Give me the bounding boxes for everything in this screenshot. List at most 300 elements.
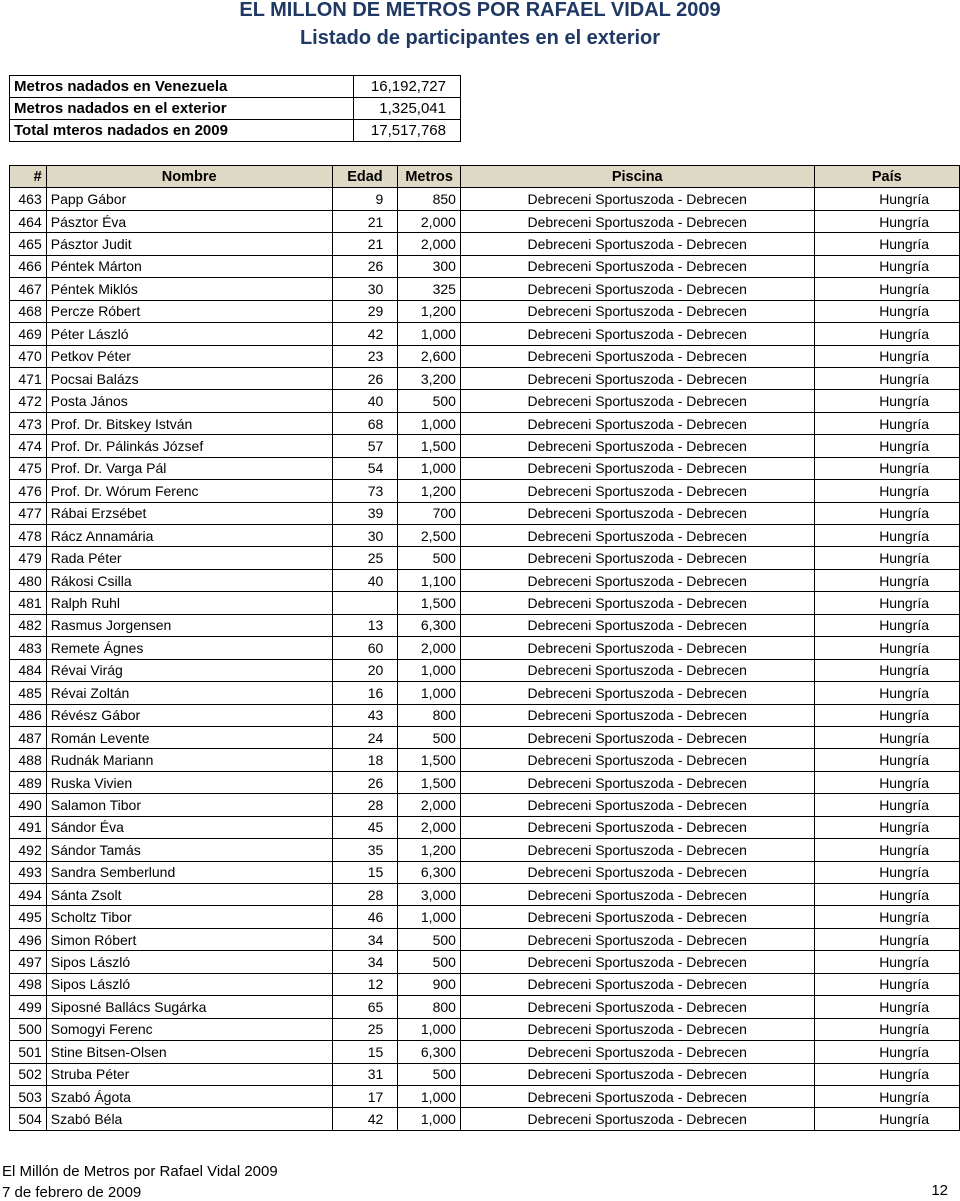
cell-age: 35 [332,839,398,861]
cell-country: Hungría [814,255,959,277]
table-row [10,973,960,995]
cell-number: 495 [10,906,47,928]
table-row [10,839,960,861]
table-row [10,682,960,704]
cell-number: 492 [10,839,47,861]
cell-name: Révész Gábor [46,704,332,726]
cell-country: Hungría [814,839,959,861]
cell-pool: Debreceni Sportuszoda - Debrecen [460,390,814,412]
cell-number: 502 [10,1063,47,1085]
cell-number: 503 [10,1085,47,1107]
summary-value: 1,325,041 [354,98,461,120]
col-header-pool: Piscina [460,166,814,188]
cell-name: Sánta Zsolt [46,884,332,906]
cell-pool: Debreceni Sportuszoda - Debrecen [460,345,814,367]
cell-meters: 1,000 [398,906,461,928]
table-row [10,861,960,883]
table-row [10,951,960,973]
cell-meters: 3,000 [398,884,461,906]
cell-number: 500 [10,1018,47,1040]
cell-name: Struba Péter [46,1063,332,1085]
cell-meters: 1,000 [398,323,461,345]
cell-meters: 1,000 [398,412,461,434]
table-row [10,1018,960,1040]
cell-country: Hungría [814,1063,959,1085]
table-row [10,884,960,906]
cell-meters: 500 [398,928,461,950]
cell-meters: 1,200 [398,480,461,502]
cell-name: Salamon Tibor [46,794,332,816]
summary-value: 16,192,727 [354,76,461,98]
cell-meters: 2,000 [398,637,461,659]
cell-meters: 1,500 [398,435,461,457]
cell-name: Prof. Dr. Bitskey István [46,412,332,434]
cell-number: 467 [10,278,47,300]
cell-age: 30 [332,278,398,300]
cell-meters: 900 [398,973,461,995]
cell-country: Hungría [814,906,959,928]
cell-pool: Debreceni Sportuszoda - Debrecen [460,188,814,210]
cell-age: 45 [332,816,398,838]
cell-pool: Debreceni Sportuszoda - Debrecen [460,1018,814,1040]
cell-country: Hungría [814,210,959,232]
cell-pool: Debreceni Sportuszoda - Debrecen [460,973,814,995]
cell-age: 23 [332,345,398,367]
summary-value: 17,517,768 [354,120,461,142]
cell-meters: 500 [398,726,461,748]
summary-row [10,120,461,142]
cell-name: Papp Gábor [46,188,332,210]
cell-number: 485 [10,682,47,704]
cell-age: 26 [332,367,398,389]
table-row [10,1041,960,1063]
cell-number: 471 [10,367,47,389]
cell-name: Rudnák Mariann [46,749,332,771]
table-row [10,569,960,591]
cell-age: 20 [332,659,398,681]
cell-meters: 6,300 [398,614,461,636]
cell-meters: 325 [398,278,461,300]
table-row [10,233,960,255]
cell-name: Pásztor Éva [46,210,332,232]
footer-title: El Millón de Metros por Rafael Vidal 2009 [2,1163,278,1180]
col-header-meters: Metros [398,166,461,188]
cell-age: 54 [332,457,398,479]
cell-name: Péntek Márton [46,255,332,277]
cell-pool: Debreceni Sportuszoda - Debrecen [460,749,814,771]
cell-pool: Debreceni Sportuszoda - Debrecen [460,1085,814,1107]
cell-meters: 1,100 [398,569,461,591]
cell-country: Hungría [814,390,959,412]
cell-number: 494 [10,884,47,906]
table-row [10,659,960,681]
cell-age: 17 [332,1085,398,1107]
cell-number: 497 [10,951,47,973]
col-header-country: País [814,166,959,188]
cell-meters: 1,000 [398,457,461,479]
cell-pool: Debreceni Sportuszoda - Debrecen [460,1041,814,1063]
cell-age: 13 [332,614,398,636]
cell-name: Simon Róbert [46,928,332,950]
table-row [10,390,960,412]
cell-name: Sipos László [46,973,332,995]
cell-meters: 2,000 [398,210,461,232]
cell-pool: Debreceni Sportuszoda - Debrecen [460,210,814,232]
cell-name: Rada Péter [46,547,332,569]
table-row [10,637,960,659]
cell-number: 478 [10,525,47,547]
cell-country: Hungría [814,525,959,547]
cell-country: Hungría [814,951,959,973]
cell-meters: 700 [398,502,461,524]
cell-country: Hungría [814,861,959,883]
cell-age: 34 [332,951,398,973]
cell-number: 481 [10,592,47,614]
cell-name: Sandra Semberlund [46,861,332,883]
cell-name: Prof. Dr. Pálinkás József [46,435,332,457]
cell-meters: 2,500 [398,525,461,547]
table-row [10,592,960,614]
cell-meters: 2,000 [398,233,461,255]
table-row [10,278,960,300]
cell-meters: 500 [398,1063,461,1085]
cell-age: 30 [332,525,398,547]
cell-age: 68 [332,412,398,434]
cell-name: Ruska Vivien [46,771,332,793]
cell-number: 463 [10,188,47,210]
summary-label: Total mteros nadados en 2009 [10,120,354,142]
table-row [10,928,960,950]
table-row [10,614,960,636]
table-row [10,1085,960,1107]
table-row [10,794,960,816]
cell-age: 21 [332,233,398,255]
cell-age: 26 [332,255,398,277]
cell-country: Hungría [814,412,959,434]
cell-meters: 500 [398,547,461,569]
cell-pool: Debreceni Sportuszoda - Debrecen [460,233,814,255]
table-row [10,412,960,434]
cell-pool: Debreceni Sportuszoda - Debrecen [460,435,814,457]
cell-name: Sipos László [46,951,332,973]
cell-number: 468 [10,300,47,322]
cell-country: Hungría [814,771,959,793]
cell-name: Péntek Miklós [46,278,332,300]
cell-pool: Debreceni Sportuszoda - Debrecen [460,323,814,345]
cell-age: 12 [332,973,398,995]
cell-pool: Debreceni Sportuszoda - Debrecen [460,547,814,569]
cell-age: 34 [332,928,398,950]
cell-number: 484 [10,659,47,681]
cell-name: Siposné Ballács Sugárka [46,996,332,1018]
cell-pool: Debreceni Sportuszoda - Debrecen [460,480,814,502]
col-header-name: Nombre [46,166,332,188]
cell-number: 490 [10,794,47,816]
cell-country: Hungría [814,435,959,457]
cell-pool: Debreceni Sportuszoda - Debrecen [460,816,814,838]
cell-pool: Debreceni Sportuszoda - Debrecen [460,906,814,928]
cell-pool: Debreceni Sportuszoda - Debrecen [460,839,814,861]
cell-age: 60 [332,637,398,659]
table-row [10,996,960,1018]
cell-age: 40 [332,390,398,412]
cell-pool: Debreceni Sportuszoda - Debrecen [460,412,814,434]
cell-name: Remete Ágnes [46,637,332,659]
cell-meters: 800 [398,996,461,1018]
cell-country: Hungría [814,884,959,906]
table-row [10,771,960,793]
cell-pool: Debreceni Sportuszoda - Debrecen [460,726,814,748]
cell-name: Petkov Péter [46,345,332,367]
cell-pool: Debreceni Sportuszoda - Debrecen [460,637,814,659]
cell-number: 501 [10,1041,47,1063]
cell-meters: 300 [398,255,461,277]
cell-meters: 500 [398,951,461,973]
page-title: EL MILLON DE METROS POR RAFAEL VIDAL 2009 [239,0,721,21]
cell-country: Hungría [814,233,959,255]
cell-pool: Debreceni Sportuszoda - Debrecen [460,1108,814,1130]
table-row [10,1108,960,1130]
table-row [10,367,960,389]
cell-name: Posta János [46,390,332,412]
cell-name: Somogyi Ferenc [46,1018,332,1040]
cell-name: Scholtz Tibor [46,906,332,928]
cell-name: Révai Zoltán [46,682,332,704]
summary-label: Metros nadados en Venezuela [10,76,354,98]
cell-number: 469 [10,323,47,345]
cell-number: 483 [10,637,47,659]
col-header-number: # [10,166,47,188]
cell-age: 9 [332,188,398,210]
cell-meters: 1,000 [398,659,461,681]
cell-meters: 850 [398,188,461,210]
cell-country: Hungría [814,1041,959,1063]
cell-name: Percze Róbert [46,300,332,322]
cell-number: 486 [10,704,47,726]
cell-name: Ralph Ruhl [46,592,332,614]
cell-pool: Debreceni Sportuszoda - Debrecen [460,569,814,591]
cell-country: Hungría [814,1085,959,1107]
cell-country: Hungría [814,278,959,300]
cell-meters: 1,500 [398,771,461,793]
cell-number: 479 [10,547,47,569]
table-row [10,816,960,838]
cell-meters: 500 [398,390,461,412]
cell-age: 18 [332,749,398,771]
cell-pool: Debreceni Sportuszoda - Debrecen [460,502,814,524]
cell-name: Szabó Ágota [46,1085,332,1107]
page-subtitle: Listado de participantes en el exterior [299,27,661,49]
cell-age: 42 [332,1108,398,1130]
cell-age: 21 [332,210,398,232]
cell-meters: 2,000 [398,794,461,816]
cell-number: 504 [10,1108,47,1130]
table-row [10,188,960,210]
cell-age: 29 [332,300,398,322]
table-row [10,704,960,726]
cell-age: 28 [332,884,398,906]
cell-country: Hungría [814,682,959,704]
cell-name: Sándor Tamás [46,839,332,861]
cell-meters: 3,200 [398,367,461,389]
summary-label: Metros nadados en el exterior [10,98,354,120]
cell-age: 42 [332,323,398,345]
table-row [10,300,960,322]
cell-age: 25 [332,1018,398,1040]
cell-number: 498 [10,973,47,995]
cell-pool: Debreceni Sportuszoda - Debrecen [460,300,814,322]
cell-meters: 1,000 [398,1018,461,1040]
cell-name: Rákosi Csilla [46,569,332,591]
table-row [10,906,960,928]
cell-age: 15 [332,1041,398,1063]
page-number: 12 [931,1182,948,1199]
cell-name: Révai Virág [46,659,332,681]
cell-age [332,592,398,614]
cell-meters: 1,000 [398,1108,461,1130]
cell-name: Pocsai Balázs [46,367,332,389]
cell-country: Hungría [814,749,959,771]
cell-name: Prof. Dr. Wórum Ferenc [46,480,332,502]
cell-country: Hungría [814,480,959,502]
cell-name: Péter László [46,323,332,345]
table-row [10,345,960,367]
table-row [10,547,960,569]
cell-country: Hungría [814,300,959,322]
cell-number: 472 [10,390,47,412]
table-row [10,457,960,479]
cell-pool: Debreceni Sportuszoda - Debrecen [460,996,814,1018]
cell-country: Hungría [814,323,959,345]
cell-number: 473 [10,412,47,434]
cell-pool: Debreceni Sportuszoda - Debrecen [460,659,814,681]
cell-country: Hungría [814,1018,959,1040]
cell-number: 489 [10,771,47,793]
cell-country: Hungría [814,502,959,524]
table-row [10,480,960,502]
cell-number: 474 [10,435,47,457]
cell-country: Hungría [814,637,959,659]
table-row [10,525,960,547]
cell-country: Hungría [814,592,959,614]
cell-number: 464 [10,210,47,232]
footer-date: 7 de febrero de 2009 [2,1184,142,1201]
cell-name: Stine Bitsen-Olsen [46,1041,332,1063]
table-row [10,749,960,771]
cell-pool: Debreceni Sportuszoda - Debrecen [460,457,814,479]
cell-age: 73 [332,480,398,502]
cell-country: Hungría [814,659,959,681]
cell-country: Hungría [814,973,959,995]
cell-country: Hungría [814,704,959,726]
cell-meters: 800 [398,704,461,726]
cell-country: Hungría [814,794,959,816]
cell-country: Hungría [814,345,959,367]
cell-number: 475 [10,457,47,479]
cell-pool: Debreceni Sportuszoda - Debrecen [460,592,814,614]
table-header-row [10,166,960,188]
cell-country: Hungría [814,816,959,838]
cell-meters: 6,300 [398,861,461,883]
cell-pool: Debreceni Sportuszoda - Debrecen [460,367,814,389]
cell-number: 476 [10,480,47,502]
cell-number: 491 [10,816,47,838]
table-row [10,323,960,345]
table-row [10,255,960,277]
cell-pool: Debreceni Sportuszoda - Debrecen [460,704,814,726]
cell-number: 482 [10,614,47,636]
cell-meters: 1,200 [398,300,461,322]
cell-meters: 1,500 [398,592,461,614]
cell-name: Pásztor Judit [46,233,332,255]
table-row [10,1063,960,1085]
cell-name: Rácz Annamária [46,525,332,547]
cell-name: Prof. Dr. Varga Pál [46,457,332,479]
cell-pool: Debreceni Sportuszoda - Debrecen [460,771,814,793]
cell-pool: Debreceni Sportuszoda - Debrecen [460,928,814,950]
cell-country: Hungría [814,547,959,569]
cell-age: 26 [332,771,398,793]
cell-country: Hungría [814,996,959,1018]
cell-pool: Debreceni Sportuszoda - Debrecen [460,682,814,704]
cell-meters: 2,000 [398,816,461,838]
cell-age: 57 [332,435,398,457]
cell-number: 466 [10,255,47,277]
cell-name: Rasmus Jorgensen [46,614,332,636]
cell-pool: Debreceni Sportuszoda - Debrecen [460,255,814,277]
cell-name: Román Levente [46,726,332,748]
cell-country: Hungría [814,188,959,210]
cell-meters: 1,200 [398,839,461,861]
cell-pool: Debreceni Sportuszoda - Debrecen [460,1063,814,1085]
cell-country: Hungría [814,1108,959,1130]
cell-number: 493 [10,861,47,883]
cell-number: 477 [10,502,47,524]
cell-age: 16 [332,682,398,704]
table-row [10,210,960,232]
col-header-age: Edad [332,166,398,188]
cell-country: Hungría [814,457,959,479]
cell-country: Hungría [814,614,959,636]
cell-country: Hungría [814,928,959,950]
cell-pool: Debreceni Sportuszoda - Debrecen [460,278,814,300]
cell-number: 465 [10,233,47,255]
cell-number: 487 [10,726,47,748]
participants-table [9,165,960,1131]
cell-name: Szabó Béla [46,1108,332,1130]
cell-meters: 1,000 [398,682,461,704]
cell-meters: 1,000 [398,1085,461,1107]
cell-pool: Debreceni Sportuszoda - Debrecen [460,525,814,547]
cell-meters: 1,500 [398,749,461,771]
cell-number: 470 [10,345,47,367]
cell-country: Hungría [814,569,959,591]
cell-country: Hungría [814,726,959,748]
cell-pool: Debreceni Sportuszoda - Debrecen [460,614,814,636]
summary-row [10,98,461,120]
cell-meters: 2,600 [398,345,461,367]
summary-row [10,76,461,98]
cell-name: Sándor Éva [46,816,332,838]
summary-table [9,75,461,142]
cell-age: 65 [332,996,398,1018]
cell-age: 28 [332,794,398,816]
cell-age: 24 [332,726,398,748]
cell-number: 496 [10,928,47,950]
table-row [10,435,960,457]
cell-age: 39 [332,502,398,524]
cell-number: 480 [10,569,47,591]
